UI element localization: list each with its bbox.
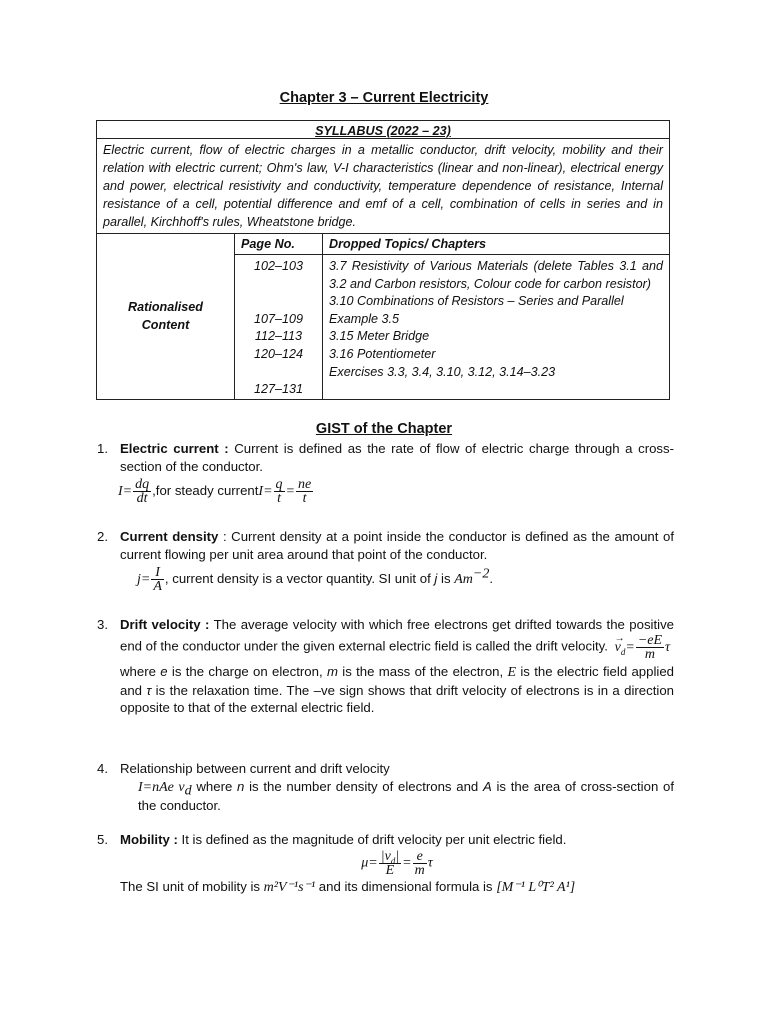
dropped-topics-cell <box>323 255 670 400</box>
item-number: 2. <box>97 529 108 544</box>
item-text: It is defined as the magnitude of drift velocity per unit electric field. <box>177 832 567 847</box>
topic-item: Example 3.5 <box>329 311 400 326</box>
text-run: where <box>191 778 238 794</box>
equation: I=nAe v <box>138 779 185 795</box>
eq-subscript: d <box>184 783 192 799</box>
topic-item: Exercises 3.3, 3.4, 3.10, 3.12, 3.14–3.23 <box>329 364 556 379</box>
var: A <box>482 778 492 794</box>
page-number <box>241 364 316 382</box>
eq-symbol: μ <box>361 855 369 871</box>
eq-numerator: |v <box>380 848 391 864</box>
eq-numerator: | <box>395 848 400 864</box>
eq-numerator: I <box>151 566 164 580</box>
eq-text: , current density is a vector quantity. SI unit of <box>164 570 435 586</box>
var: n <box>237 778 245 794</box>
dimensional-formula: [M⁻¹ L⁰T² A¹] <box>496 879 576 895</box>
eq-subscript: d <box>620 646 626 657</box>
text-run: The SI unit of mobility is <box>120 878 264 894</box>
eq-denominator: E <box>385 862 395 878</box>
page-number: 112–113 <box>254 329 303 344</box>
eq-denominator: m <box>414 862 425 878</box>
var: e <box>160 663 168 679</box>
current-drift-relation <box>138 778 674 815</box>
equation-current-density: j= $\frac{I}{A}$ , current density is a vector quantity. SI unit of j is $Am^{-2}$. <box>137 564 493 594</box>
page-numbers-cell <box>235 255 323 400</box>
item-term: Drift velocity : <box>120 617 210 632</box>
var: τ <box>146 682 152 698</box>
page-number: 127–131 <box>253 382 304 397</box>
page-number <box>241 276 316 294</box>
item-text: Current is defined as the rate of flow of electric charge through a cross-section of the conductor. <box>120 441 674 474</box>
var: E <box>507 664 517 680</box>
eq-symbol: v <box>614 639 621 655</box>
gist-item-2 <box>97 528 674 593</box>
text-run: is the area of cross-section of the conductor. <box>138 778 674 813</box>
syllabus-table <box>96 120 670 400</box>
rationalised-content-label <box>97 234 235 400</box>
text-run: is the charge on electron, <box>167 663 327 679</box>
eq-sign: = <box>263 483 273 499</box>
chapter-title: Chapter 3 – Current Electricity <box>279 90 489 106</box>
eq-denominator: t <box>277 490 281 506</box>
text-run: where <box>120 663 161 679</box>
drift-velocity-explanation <box>120 663 674 717</box>
page-number <box>241 293 316 311</box>
eq-denominator: dt <box>136 490 148 506</box>
eq-denominator: m <box>644 646 655 662</box>
eq-numerator: −eE <box>637 632 663 648</box>
page-number: 120–124 <box>253 346 304 361</box>
eq-subscript: d <box>390 855 396 866</box>
text-run: is the relaxation time. The –ve sign shows that drift velocity of electrons is in a direction opposite to that of the external electric field. <box>120 682 674 716</box>
page-number: 102–103 <box>253 259 304 273</box>
text-run: is the electric field applied and <box>120 663 675 698</box>
eq-text: ,for steady current <box>152 482 259 498</box>
item-term: Electric current : <box>120 441 229 456</box>
eq-numerator: ne <box>297 476 312 492</box>
syllabus-heading: SYLLABUS (2022 – 23) <box>97 121 670 139</box>
eq-symbol: τ <box>665 639 671 655</box>
row-label-line-1: Rationalised <box>128 300 203 315</box>
eq-denominator: A <box>153 578 162 594</box>
syllabus-text: Electric current, flow of electric charges in a metallic conductor, drift velocity, mobility and their relation with electric current; Ohm's law, V-I characteristics (linear and non-linear), electrical energy and power, electrical resistivity and conductivity, temperature dependence of resistance, Internal resistance of a cell, potential difference and emf of a cell, combination of cells in series and in parallel, Kirchhoff's rules, Wheatstone bridge. <box>97 139 670 234</box>
topic-item: 3.15 Meter Bridge <box>329 329 430 344</box>
gist-item-4 <box>97 760 674 814</box>
unit-base: Am <box>454 571 473 587</box>
item-number: 3. <box>97 617 108 632</box>
item-number: 5. <box>97 832 108 847</box>
item-term: Current density <box>120 529 219 544</box>
topic-item: 3.10 Combinations of Resistors – Series and Parallel <box>329 294 624 309</box>
mobility-unit-line <box>120 878 674 897</box>
page-no-header: Page No. <box>235 234 323 255</box>
page-number: 107–109 <box>253 311 304 326</box>
item-number: 1. <box>97 441 108 456</box>
item-text: The average velocity with which free electrons get drifted towards the positive end of the conductor under the given external electric field is called the drift velocity. <box>120 617 674 654</box>
eq-symbol: I <box>258 483 264 499</box>
gist-item-3 <box>97 616 674 717</box>
topic-item: 3.7 Resistivity of Various Materials (delete Tables 3.1 and 3.2 and Carbon resistors, Colour code for carbon resistor) <box>329 259 663 291</box>
eq-symbol: j <box>137 571 141 587</box>
dropped-topics-header: Dropped Topics/ Chapters <box>323 234 670 255</box>
si-unit: m²V⁻¹s⁻¹ <box>263 879 316 895</box>
eq-numerator: e <box>413 850 427 864</box>
eq-numerator: q <box>275 476 283 492</box>
text-run: is the mass of the electron, <box>337 663 508 679</box>
eq-sign: = <box>285 483 295 499</box>
eq-text: . <box>489 570 493 586</box>
equation-mobility: μ= $\frac{|v_d|}{E}$ = $\frac{e}{m}$ τ <box>361 848 433 878</box>
unit-exponent: −2 <box>472 566 490 582</box>
eq-symbol: τ <box>427 855 433 871</box>
item-text: Relationship between current and drift velocity <box>120 761 390 776</box>
eq-numerator: dq <box>135 476 150 492</box>
equation-drift-velocity: → $v_d=$ $\frac{-eE}{m}$ τ <box>614 632 671 662</box>
topic-item: 3.16 Potentiometer <box>329 346 436 361</box>
equation-current <box>118 478 674 505</box>
eq-symbol: j <box>434 570 438 586</box>
eq-symbol: I <box>118 483 123 499</box>
gist-item-5 <box>97 831 674 897</box>
eq-denominator: t <box>302 490 307 506</box>
item-text: : Current density at a point inside the conductor is defined as the amount of current flowing per unit area around that point of the conductor. <box>120 529 674 562</box>
item-number: 4. <box>97 761 108 776</box>
row-label-line-2: Content <box>141 318 190 333</box>
gist-item-1 <box>97 440 674 505</box>
eq-text: is <box>437 570 455 586</box>
item-term: Mobility : <box>120 832 178 847</box>
text-run: is the number density of electrons and <box>244 778 483 794</box>
var: m <box>326 663 338 679</box>
eq-sign: = <box>122 483 133 499</box>
text-run: and its dimensional formula is <box>315 878 497 894</box>
gist-title: GIST of the Chapter <box>315 421 453 437</box>
